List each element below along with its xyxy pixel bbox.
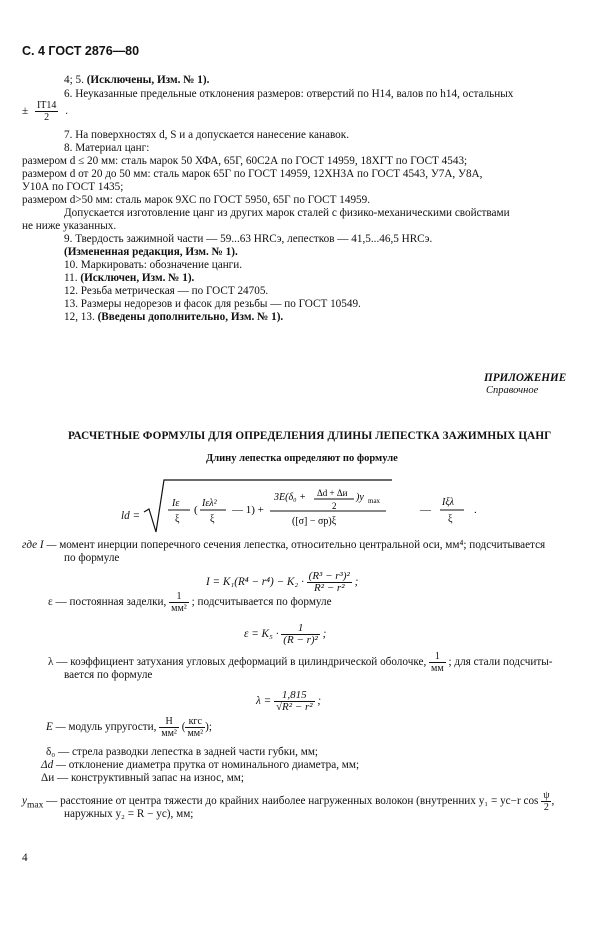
minus-sign: — <box>420 504 431 516</box>
def-text: стрела разводки лепестка в задней части губки, мм; <box>71 746 319 758</box>
appendix-subtitle: Справочное <box>486 385 539 396</box>
term3-ymax-sub: max <box>368 497 381 505</box>
term3-den: ([σ] − σp)ξ <box>292 516 337 527</box>
formula-text: λ = <box>256 695 272 708</box>
item-note: (Введены дополнительно, Изм. № 1). <box>97 311 284 323</box>
def-dash: — <box>46 795 58 808</box>
formula-lambda: λ = $\frac{1,815}{\text{√R² − r²}}$ ; <box>256 689 322 713</box>
def-ymax-line2: наружных y₂ = R − yc), мм; <box>64 808 194 820</box>
term4-num: Iξλ <box>442 497 454 508</box>
plus-minus: ± <box>22 105 29 118</box>
def-text-tail: ; для стали подсчиты- <box>448 656 553 669</box>
unit-fraction <box>169 591 189 614</box>
def-text: конструктивный запас на износ, мм; <box>70 772 244 784</box>
item-13: 13. Размеры недорезов и фасок для резьбы — по ГОСТ 10549. <box>64 298 361 310</box>
def-delta-d <box>41 758 359 772</box>
item-7: 7. На поверхностях d, S и a допускается нанесение канавок. <box>64 129 350 141</box>
fraction-denominator: 2 <box>543 802 549 813</box>
fraction-numerator: ψ <box>543 790 550 801</box>
item-8-title: 8. Материал цанг: <box>64 142 150 154</box>
def-text: коэффициент затухания угловых деформаций в цилиндрической оболочке, <box>70 656 427 669</box>
formula-I: I = K₁(R⁴ − r⁴) − K₂ · $\frac{\text{(R³ − r³)²}}{\text{R² − r²}}$ ; <box>206 570 359 594</box>
def-symbol-sub: max <box>26 800 44 811</box>
def-delta-i <box>41 771 244 785</box>
fraction-numerator: 1 <box>429 651 446 663</box>
item-8-line6: не ниже указанных. <box>22 220 117 232</box>
item-12-13 <box>64 310 283 324</box>
def-text: отклонение диаметра прутка от номинального диаметра, мм; <box>68 759 360 771</box>
item-6-tolerance <box>22 100 68 123</box>
formula-ld-lhs: ld = <box>121 510 141 522</box>
def-symbol: y <box>22 795 27 808</box>
fraction-denominator: (R − r)² <box>283 634 318 646</box>
def-symbol: ε — <box>48 596 67 609</box>
sqrt-sign <box>144 480 392 532</box>
term3-num: 3E(δ₀ + <box>274 492 306 503</box>
def-text: расстояние от центра тяжести до крайних наиболее нагруженных волокон (внутренних y₁ = yc−r cos <box>60 795 539 808</box>
def-symbol: E — <box>46 721 66 734</box>
formula-text: I = K₁(R⁴ − r⁴) − K₂ · <box>206 576 304 589</box>
formula-text: ε = K₅ · <box>244 628 279 641</box>
item-8-line1: размером d ≤ 20 мм: сталь марок 50 ХФА, 65Г, 60С2А по ГОСТ 14959, 18ХГТ по ГОСТ 4543; <box>22 155 468 167</box>
term3-ymax: )y <box>356 492 364 503</box>
term1-paren: ( <box>194 504 198 516</box>
item-8-line5: Допускается изготовление цанг из других марок сталей с физико-механическими свойствами <box>64 207 510 219</box>
fraction-denominator: мм² <box>187 728 204 739</box>
fraction-numerator: (R³ − r³)² <box>308 570 350 582</box>
unit-fraction-kgs <box>185 716 205 739</box>
def-ymax: $y_{max}$ — расстояние от центра тяжести до крайних наиболее нагруженных волокон (внутренних y₁ = yc−r cos $\frac{\psi}{2}$ , <box>22 790 555 813</box>
unit-fraction <box>429 651 446 674</box>
item-6-line1: 6. Неуказанные предельные отклонения размеров: отверстий по Н14, валов по h14, остальных <box>64 88 514 100</box>
def-eps <box>48 591 332 614</box>
item-number: 4; 5. <box>64 74 84 86</box>
item-8-line3: У10А по ГОСТ 1435; <box>22 181 124 193</box>
formula-eps-fraction <box>281 623 320 646</box>
fraction-denominator: мм² <box>171 603 187 614</box>
formula-lambda-fraction <box>274 690 315 713</box>
item-10: 10. Маркировать: обозначение цанги. <box>64 259 243 271</box>
def-symbol: Δd — <box>41 759 66 771</box>
def-I <box>22 538 545 552</box>
def-text-tail: ; подсчитывается по формуле <box>191 596 332 609</box>
term1-den: ξ <box>175 514 180 525</box>
fraction-numerator: Н <box>159 716 179 728</box>
fraction-denominator: 2 <box>44 112 50 123</box>
fraction-numerator: 1 <box>281 623 320 635</box>
page-number: 4 <box>22 852 28 864</box>
def-I-line2: по формуле <box>64 552 120 564</box>
item-4-5 <box>64 73 209 87</box>
main-formula-graphic <box>142 478 572 538</box>
fraction-numerator: 1 <box>169 591 189 603</box>
fraction-numerator: кгс <box>185 716 205 728</box>
def-text: постоянная заделки, <box>69 596 167 609</box>
page-header: С. 4 ГОСТ 2876—80 <box>22 44 140 58</box>
item-note: (Исключены, Изм. № 1). <box>86 74 210 86</box>
period: . <box>65 105 68 118</box>
unit-fraction-n <box>159 716 179 739</box>
def-E: E — модуль упругости, $\frac{Н}{\text{мм²}}$ ( $\frac{\text{кгс}}{\text{мм²}}$ ); <box>46 716 212 739</box>
def-text: модуль упругости, <box>68 721 157 734</box>
section-title: РАСЧЕТНЫЕ ФОРМУЛЫ ДЛЯ ОПРЕДЕЛЕНИЯ ДЛИНЫ ЛЕПЕСТКА ЗАЖИМНЫХ ЦАНГ <box>68 430 552 442</box>
def-lambda-line2: вается по формуле <box>64 669 153 681</box>
fraction-denominator: √R² − r² <box>276 701 313 713</box>
def-symbol: где I — <box>22 539 57 551</box>
fraction-denominator: мм <box>431 663 444 674</box>
psi-fraction <box>541 790 551 813</box>
def-delta0 <box>46 745 318 759</box>
item-number: 12, 13. <box>64 311 95 323</box>
item-8-line2: размером d от 20 до 50 мм: сталь марок 65Г по ГОСТ 14959, 12ХН3А по ГОСТ 4543, У7А, У8А, <box>22 168 483 180</box>
term4-den: ξ <box>448 514 453 525</box>
item-number: 11. <box>64 272 78 284</box>
section-subtitle: Длину лепестка определяют по формуле <box>206 453 398 464</box>
item-9-note: (Измененная редакция, Изм. № 1). <box>64 246 238 258</box>
item-11 <box>64 271 194 285</box>
fraction-denominator: мм² <box>161 728 177 739</box>
item-note: (Исключен, Изм. № 1). <box>80 272 195 284</box>
fraction-denominator: R² − r² <box>313 582 345 594</box>
fraction-numerator: 1,815 <box>274 690 315 702</box>
term3-inner-num: Δd + Δи <box>317 488 348 498</box>
item-12: 12. Резьба метрическая — по ГОСТ 24705. <box>64 285 269 297</box>
def-symbol: λ — <box>48 656 68 669</box>
fraction-numerator: IT14 <box>36 100 57 111</box>
item-9: 9. Твердость зажимной части — 59...63 HRCэ, лепестков — 41,5...46,5 HRCэ. <box>64 233 433 245</box>
term2-tail: — 1) + <box>232 504 264 516</box>
it14-fraction <box>35 100 58 123</box>
appendix-title: ПРИЛОЖЕНИЕ <box>484 372 567 384</box>
formula-end: . <box>474 504 477 516</box>
item-8-line4: размером d>50 мм: сталь марок 9ХС по ГОСТ 5950, 65Г по ГОСТ 14959. <box>22 194 371 206</box>
formula-eps: ε = K₅ · $\frac{1}{\text{(R − r)²}}$ ; <box>244 622 327 646</box>
term3-inner-den: 2 <box>332 501 337 511</box>
def-text: момент инерции поперечного сечения лепестка, относительно центральной оси, мм⁴; подсчитывается <box>59 539 546 551</box>
term1-num: Iε <box>172 498 180 509</box>
def-symbol: δ₀ — <box>46 746 70 758</box>
term2-num: Iελ² <box>202 498 217 509</box>
term2-den: ξ <box>210 514 215 525</box>
def-symbol: Δи — <box>41 772 69 784</box>
